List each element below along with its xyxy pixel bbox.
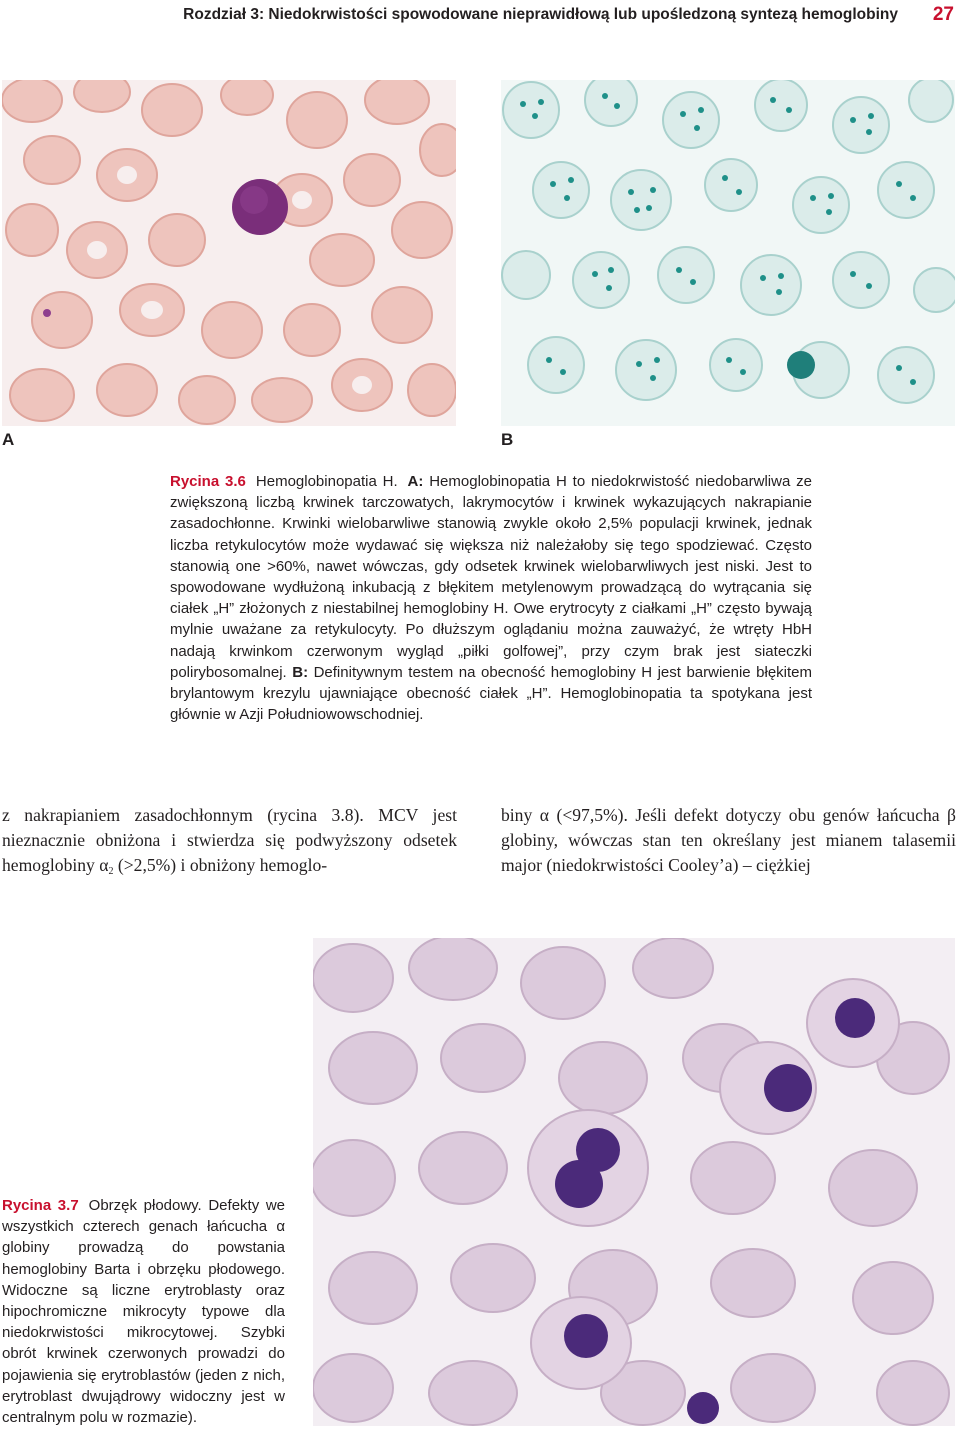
caption-a-marker: A:: [407, 473, 424, 490]
body-text-left-column: [2, 803, 457, 878]
figure-3-6-title: Hemoglobinopatia H.: [255, 473, 398, 490]
caption-b-text: Definitywnym testem na obecność hemoglobiny H jest barwienie błękitem brylantowym krezylu ujawniające obecność ciałek „H”. Hemoglobinopatia ta spotykana jest głównie w Azji Południowowschodniej.: [170, 663, 813, 724]
body-left-text-end: (>2,5%) i obniżony hemoglo-: [113, 855, 328, 875]
figure-3-7-image: [313, 938, 955, 1426]
body-left-text: z nakrapianiem zasadochłonnym (rycina 3.8). MCV jest nieznacznie obniżona i stwierdza się podwyższony odsetek hemoglobiny α: [2, 805, 457, 875]
figure-3-7-label: Rycina 3.7: [2, 1197, 79, 1214]
figure-3-6-panel-a-image: [2, 80, 456, 426]
figure-3-6-caption: [170, 471, 812, 725]
page-number: 27: [932, 4, 954, 25]
figure-3-6-panel-b-image: [501, 80, 955, 426]
running-header: [0, 4, 960, 28]
figure-3-7-caption: [2, 1195, 285, 1428]
panel-b-label: B: [501, 430, 514, 449]
panel-a-label: A: [2, 430, 15, 449]
chapter-title: Rozdział 3: Niedokrwistości spowodowane nieprawidłową lub upośledzoną syntezą hemoglobiny: [183, 6, 898, 23]
body-text-right-column: [501, 803, 956, 878]
caption-a-text: Hemoglobinopatia H to niedokrwistość niedobarwliwa ze zwiększoną liczbą krwinek tarczowatych, lakrymocytów i krwinek wykazujących nakrapianie zasadochłonne. Krwinki wielobarwliwe stanowią zwykle około 2,5% populacji krwinek, jednak liczba retykulocytów może wydawać się większa niż należałoby się tego spodziewać. Często stanowią one >60%, nawet wówczas, gdy odsetek krwinek wielobarwliwych jest niski. Jest to spowodowane wydłużoną inkubacją z błękitem metylenowym prowadzącą do wytrącania się ciałek „H” złożonych z niestabilnej hemoglobiny H. Owe erytrocyty z ciałkami „H” często bywają mylnie uważane za retykulocyty. Po dłuższym oglądaniu można zauważyć, że wtręty HbH nadają krwinkom czerwonym wygląd „piłki golfowej”, przy czym brak jest siateczki polirybosomalnej.: [170, 473, 812, 681]
figure-3-6-label: Rycina 3.6: [170, 473, 246, 490]
figure-3-7-text: Obrzęk płodowy. Defekty we wszystkich czterech genach łańcucha α globiny prowadzą do powstania hemoglobiny Barta i obrzęku płodowego. Widoczne są liczne erytroblasty oraz hipochromiczne mikrocyty typowe dla niedokrwistości mikrocytowej. Szybki obrót krwinek czerwonych prowadzi do pojawienia się erytroblastów (jeden z nich, erytroblast dwujądrowy widoczny jest w centralnym polu w rozmazie).: [2, 1197, 285, 1427]
body-left-subscript: 2: [108, 866, 114, 877]
caption-b-marker: B:: [292, 663, 309, 681]
body-right-text: biny α (<97,5%). Jeśli defekt dotyczy obu genów łańcucha β globiny, wówczas stan ten określany jest mianem talasemii major (niedokrwistości Cooley’a) – ciężkiej: [501, 805, 956, 875]
